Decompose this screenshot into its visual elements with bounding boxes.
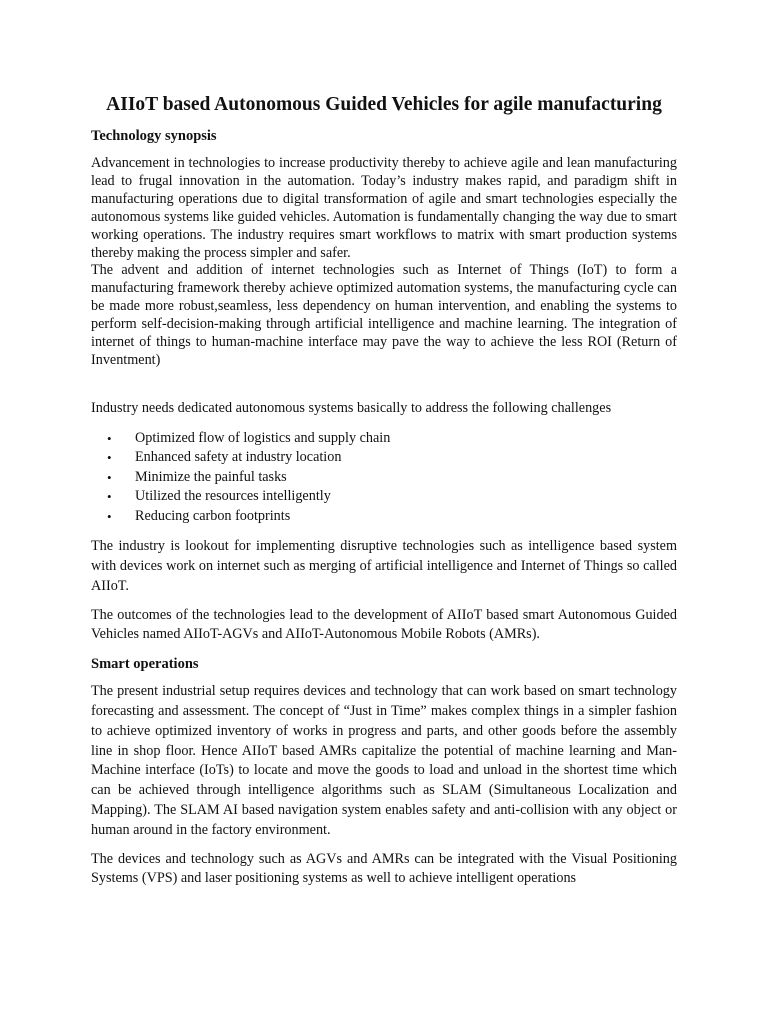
section-heading-smart-operations: Smart operations [91,656,199,673]
section-heading-technology-synopsis: Technology synopsis [91,128,217,144]
bullet-icon: • [107,508,112,524]
list-item [107,429,677,449]
list-item [107,448,677,468]
list-item [107,507,677,527]
list-item [107,487,677,507]
document-title: AIIoT based Autonomous Guided Vehicles for agile manufacturing [106,94,662,115]
paragraph-devices-technology: The devices and technology such as AGVs and AMRs can be integrated with the Visual Positioning Systems (VPS) and laser positioning systems as well to achieve intelligent operations [91,850,677,887]
list-item-text: Utilized the resources intelligently [135,488,331,505]
bullet-icon: • [107,489,112,505]
paragraph-advancement: Advancement in technologies to increase productivity thereby to achieve agile and lean manufacturing lead to frugal innovation in the automation. Today’s industry makes rapid, and paradigm shift in manufacturing operations due to digital transformation of agile and smart technologies especially the autonomous systems like guided vehicles. Automation is fundamentally changing the way due to smart working operations. The industry requires smart workflows to matrix with smart production systems thereby making the process simpler and safer. [91,155,677,261]
list-item-text: Optimized flow of logistics and supply chain [135,429,391,446]
paragraph-advent: The advent and addition of internet technologies such as Internet of Things (IoT) to form a manufacturing framework thereby achieve optimized automation systems, the manufacturing cycle can be made more robust,seamless, less dependency on human intervention, and enabling the systems to perform self-decision-making through artificial intelligence and machine learning. The integration of internet of things to human-machine interface may pave the way to achieve the less ROI (Return of Inventment) [91,262,677,368]
paragraph-industry-needs: Industry needs dedicated autonomous systems basically to address the following challenges [91,399,612,416]
bullet-icon: • [107,450,112,466]
paragraph-outcomes: The outcomes of the technologies lead to the development of AIIoT based smart Autonomous Guided Vehicles named AIIoT-AGVs and AIIoT-Autonomous Mobile Robots (AMRs). [91,606,677,643]
list-item [107,468,677,488]
bullet-icon: • [107,469,112,485]
bullet-icon: • [107,430,112,446]
list-item-text: Enhanced safety at industry location [135,449,342,466]
list-item-text: Reducing carbon footprints [135,507,291,524]
paragraph-industrial-setup: The present industrial setup requires devices and technology that can work based on smart technology forecasting and assessment. The concept of “Just in Time” makes complex things in a simpler fashion to achieve optimized inventory of works in progress and parts, and other goods before the assembly line in shop floor. Hence AIIoT based AMRs capitalize the potential of machine learning and Man-Machine interface (IoTs) to locate and move the goods to load and unload in the shortest time which can be achieved through intelligence algorithms such as SLAM (Simultaneous Localization and Mapping). The SLAM AI based navigation system enables safety and anti-collision with any object or human around in the factory environment. [91,683,677,838]
challenges-list [91,429,677,527]
paragraph-disruptive-technologies: The industry is lookout for implementing disruptive technologies such as intelligence based system with devices work on internet such as merging of artificial intelligence and Internet of Things so called AIIoT. [91,538,677,594]
list-item-text: Minimize the painful tasks [135,468,287,485]
